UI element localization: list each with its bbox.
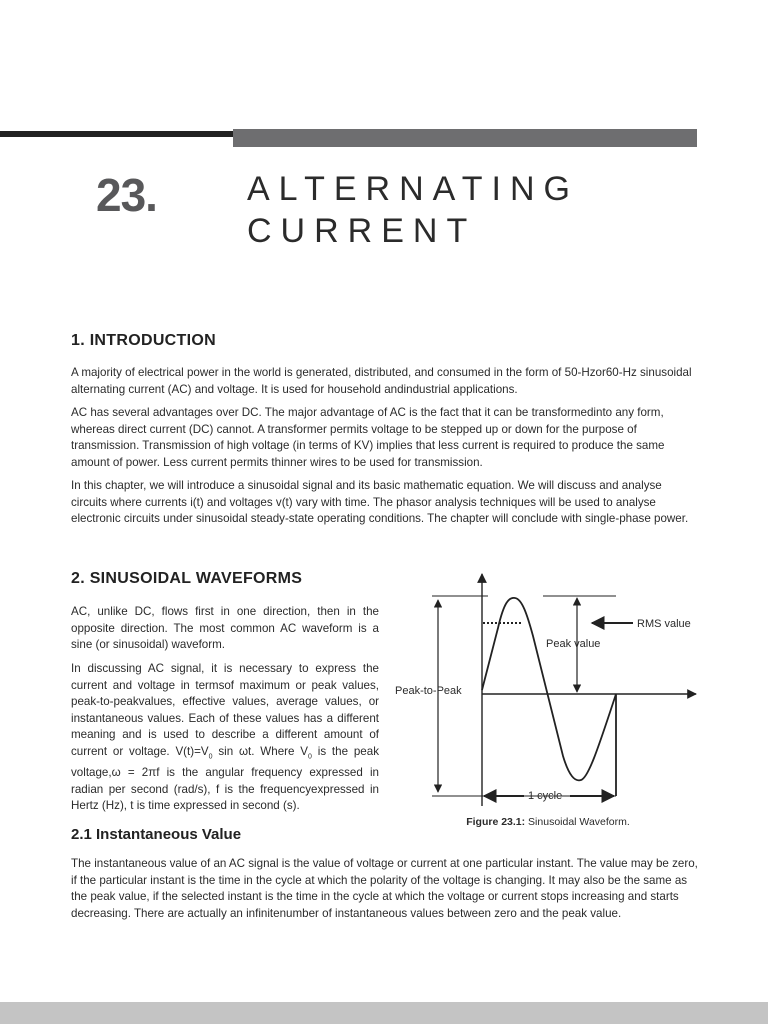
intro-paragraph-2: AC has several advantages over DC. The major advantage of AC is the fact that it can be transformedinto any form, whereas direct current (DC) cannot. A transformer permits voltage to be stepped up or down for the purpose of transmission. Transmission of high voltage (in terms of KV) implies that less current is required to produce the same amount of power. Less current permits thinner wires to be used for transmission. — [71, 406, 665, 469]
intro-paragraph-3: In this chapter, we will introduce a sinusoidal signal and its basic mathematic equation. We will discuss and analyse circuits where currents i(t) and voltages v(t) vary with time. The phasor analysis techniques will be used to analyse electronic circuits under sinusoidal steady-state operating conditions. The chapter will conclude with single-phase power. — [71, 479, 689, 525]
waveform-diagram — [388, 566, 708, 811]
intro-paragraph-1: A majority of electrical power in the world is generated, distributed, and consumed in the form of 50-Hzor60-Hz sinusoidal alternating current (AC) and voltage. It is used for household andindustrial applications. — [71, 366, 692, 396]
header-rule-dark — [0, 131, 233, 137]
section-heading-introduction: 1. INTRODUCTION — [71, 332, 216, 349]
instantaneous-paragraph-1: The instantaneous value of an AC signal is the value of voltage or current at one particular instant. The value may be zero, if the particular instant is the time in the cycle at which the polarity of the voltage is changing. It may also be the same as the peak value, if the selected instant is the time in the cycle at which the voltage or current stops increasing and starts decreasing. There are actually an infinitenumber of instantaneous values between zero and the peak value. — [71, 857, 698, 920]
cycle-label: 1 cycle — [528, 790, 563, 802]
peak-to-peak-label: Peak-to-Peak — [395, 685, 462, 697]
chapter-title — [247, 168, 579, 252]
chapter-title-line2: CURRENT — [247, 212, 477, 250]
section-heading-waveforms: 2. SINUSOIDAL WAVEFORMS — [71, 570, 303, 587]
header-rule-grey — [233, 129, 697, 147]
chapter-title-line1: ALTERNATING — [247, 170, 579, 208]
footer-bar — [0, 1002, 768, 1024]
waveforms-paragraph-1: AC, unlike DC, flows first in one direction, then in the opposite direction. The most common AC waveform is a sine (or sinusoidal) waveform. — [71, 605, 379, 651]
rms-value-label: RMS value — [637, 618, 691, 630]
sinusoidal-waveform-figure — [388, 566, 708, 838]
figure-caption: Figure 23.1: Sinusoidal Waveform. — [466, 816, 630, 828]
chapter-number: 23. — [96, 169, 157, 221]
waveforms-paragraph-2: In discussing AC signal, it is necessary to express the current and voltage in termsof maximum or peak values, peak-to-peakvalues, effective values, average values, or instantaneous values. Each of these values has a different meaning and is used to describe a different amount of current or voltage. $V(t)=V_0$ sin ωt. Where $V_0$ is the peak voltage,ω = 2πf is the angular frequency expressed in radian per second (rad/s), f is the frequencyexpressed in Hertz (Hz), t is time expressed in second (s). — [71, 662, 380, 813]
subsection-heading-instantaneous: 2.1 Instantaneous Value — [71, 826, 242, 843]
sine-curve — [482, 598, 616, 796]
peak-value-label: Peak value — [546, 638, 601, 650]
